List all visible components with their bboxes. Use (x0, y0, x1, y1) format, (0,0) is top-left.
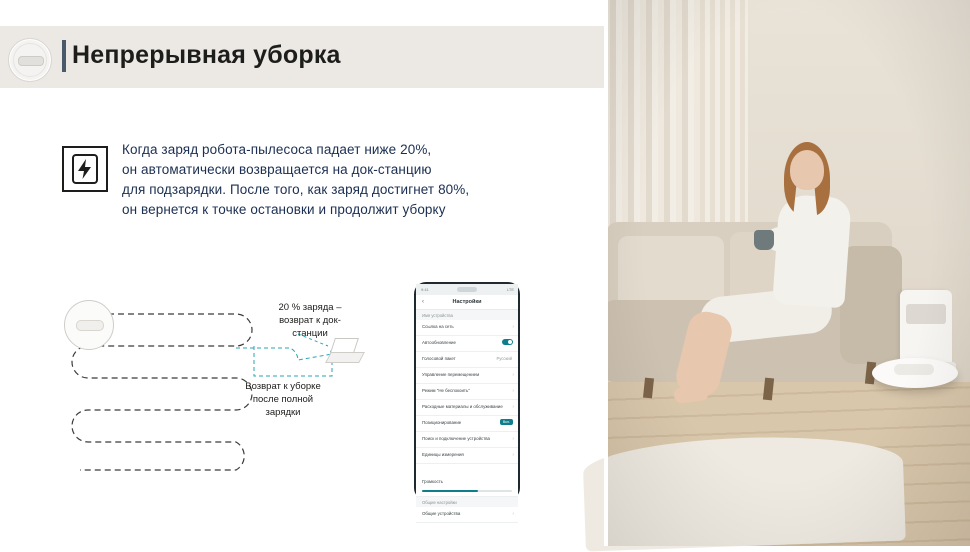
settings-section-header: Общие настройки (416, 497, 518, 507)
chevron-right-icon: › (512, 403, 514, 410)
description-line: для подзарядки. После того, как заряд достигнет 80%, (122, 182, 470, 197)
chevron-right-icon: › (512, 387, 514, 394)
slider-label: Громкость (422, 479, 443, 484)
settings-row[interactable] (416, 336, 518, 352)
settings-row[interactable] (416, 320, 518, 336)
settings-row-label: Расходные материалы и обслуживание (422, 404, 503, 409)
robot-lid (18, 56, 44, 66)
slider-track[interactable] (422, 490, 512, 492)
description-line: он автоматически возвращается на док-станцию (122, 162, 432, 177)
settings-row[interactable] (416, 368, 518, 384)
settings-row-label: Поиск и подключение устройства (422, 436, 490, 441)
chevron-right-icon: › (512, 371, 514, 378)
lifestyle-photo (604, 0, 970, 546)
settings-row[interactable] (416, 384, 518, 400)
battery-charge-icon (62, 146, 108, 192)
settings-row-label: Управление перемещением (422, 372, 480, 377)
volume-slider[interactable] (416, 464, 518, 497)
label-line: после полной (252, 394, 314, 405)
label-line: 20 % заряда – (278, 302, 342, 313)
settings-row[interactable] (416, 448, 518, 464)
status-network: LTE (506, 287, 514, 292)
photo-vignette (604, 0, 970, 546)
photo-left-edge (604, 0, 608, 546)
phone-screen (416, 284, 518, 517)
diagram-label-dock (258, 301, 362, 340)
toggle-switch[interactable] (502, 339, 513, 345)
chevron-right-icon: › (512, 451, 514, 458)
camera-notch-icon (457, 287, 477, 292)
phone-nav-bar (416, 295, 518, 310)
description-line: он вернется к точке остановки и продолжит уборку (122, 202, 446, 217)
chevron-right-icon: › (512, 435, 514, 442)
status-time: 9:41 (421, 287, 429, 292)
phone-status-bar (416, 284, 518, 295)
diagram-label-return (226, 380, 340, 419)
phone-screen-title: Настройки (452, 299, 482, 305)
settings-row[interactable] (416, 507, 518, 523)
page-title: Непрерывная уборка (72, 41, 341, 69)
chevron-right-icon: › (512, 323, 514, 330)
settings-section-header: Имя устройства (416, 310, 518, 320)
settings-row-label: Автообновление (422, 340, 456, 345)
chevron-left-icon[interactable]: ‹ (422, 299, 424, 305)
label-line: Возврат к уборке (245, 381, 321, 392)
settings-row-label: Голосовой пакет (422, 356, 456, 361)
settings-row-label: Ссылка на сеть (422, 324, 454, 329)
description-text (122, 140, 552, 220)
settings-row[interactable] (416, 416, 518, 432)
status-badge: Вкл. (500, 419, 513, 425)
label-line: возврат к док- (279, 315, 341, 326)
label-line: станции (292, 328, 328, 339)
chevron-right-icon: › (512, 510, 514, 517)
settings-row-label: Единицы измерения (422, 452, 464, 457)
slider-fill (422, 490, 478, 492)
title-accent-bar (62, 40, 66, 72)
settings-row-label: Общие устройства (422, 511, 461, 516)
robot-vacuum-icon (8, 38, 52, 82)
dock-station-icon (328, 338, 362, 364)
settings-row[interactable] (416, 352, 518, 368)
settings-row-value: Русский (496, 356, 512, 361)
settings-row-label: Позиционирование (422, 420, 462, 425)
description-line: Когда заряд робота-пылесоса падает ниже 20%, (122, 142, 432, 157)
cleaning-path-diagram (40, 290, 370, 490)
phone-mockup (414, 282, 520, 517)
diagram-robot-icon (64, 300, 114, 350)
diagram-robot-lid (76, 320, 104, 331)
settings-row[interactable] (416, 400, 518, 416)
label-line: зарядки (265, 407, 301, 418)
settings-row[interactable] (416, 432, 518, 448)
settings-row-label: Режим "Не беспокоить" (422, 388, 470, 393)
settings-list (416, 310, 518, 523)
dock-ramp (325, 352, 365, 363)
